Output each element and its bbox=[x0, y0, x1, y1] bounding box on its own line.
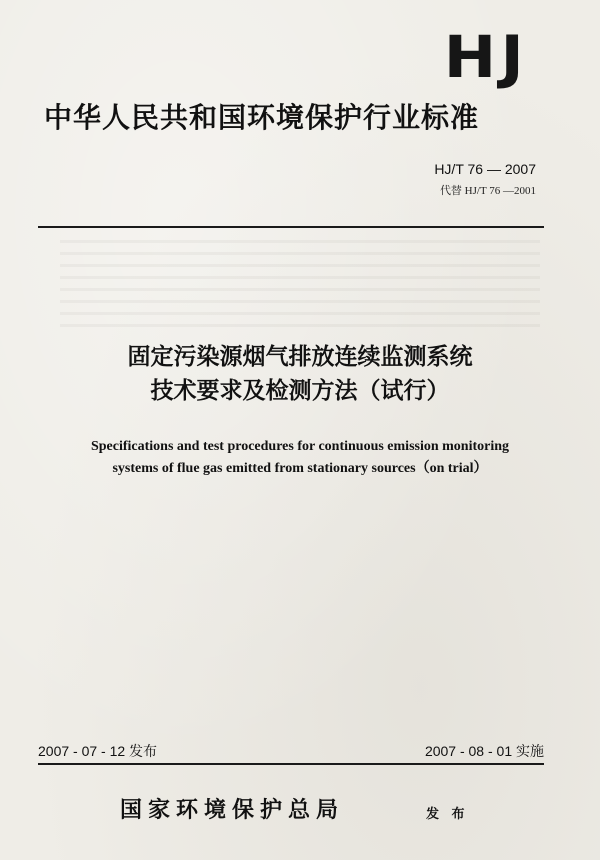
chinese-title-line-2: 技术要求及检测方法（试行） bbox=[150, 378, 450, 404]
issuing-authority: 国家环境保护总局 bbox=[120, 798, 345, 823]
issue-date: 2007 - 07 - 12 发布 bbox=[38, 743, 158, 759]
english-title-line-2: systems of flue gas emitted from stationary sources（on trial） bbox=[112, 461, 488, 476]
show-through-texture bbox=[60, 240, 540, 330]
top-divider bbox=[38, 226, 544, 228]
chinese-title bbox=[0, 340, 600, 408]
bottom-divider bbox=[38, 763, 544, 765]
replaces-standard: 代替 HJ/T 76 —2001 bbox=[439, 185, 536, 197]
english-title bbox=[0, 436, 600, 480]
english-title-line-1: Specifications and test procedures for continuous emission monitoring bbox=[90, 439, 510, 454]
standard-number: HJ/T 76 — 2007 bbox=[434, 161, 536, 177]
chinese-title-line-1: 固定污染源烟气排放连续监测系统 bbox=[127, 344, 473, 370]
implementation-date: 2007 - 08 - 01 实施 bbox=[424, 743, 544, 759]
hj-logo: HJ bbox=[443, 23, 528, 91]
publish-label: 发 布 bbox=[426, 807, 469, 822]
standard-category-title: 中华人民共和国环境保护行业标准 bbox=[44, 101, 480, 134]
